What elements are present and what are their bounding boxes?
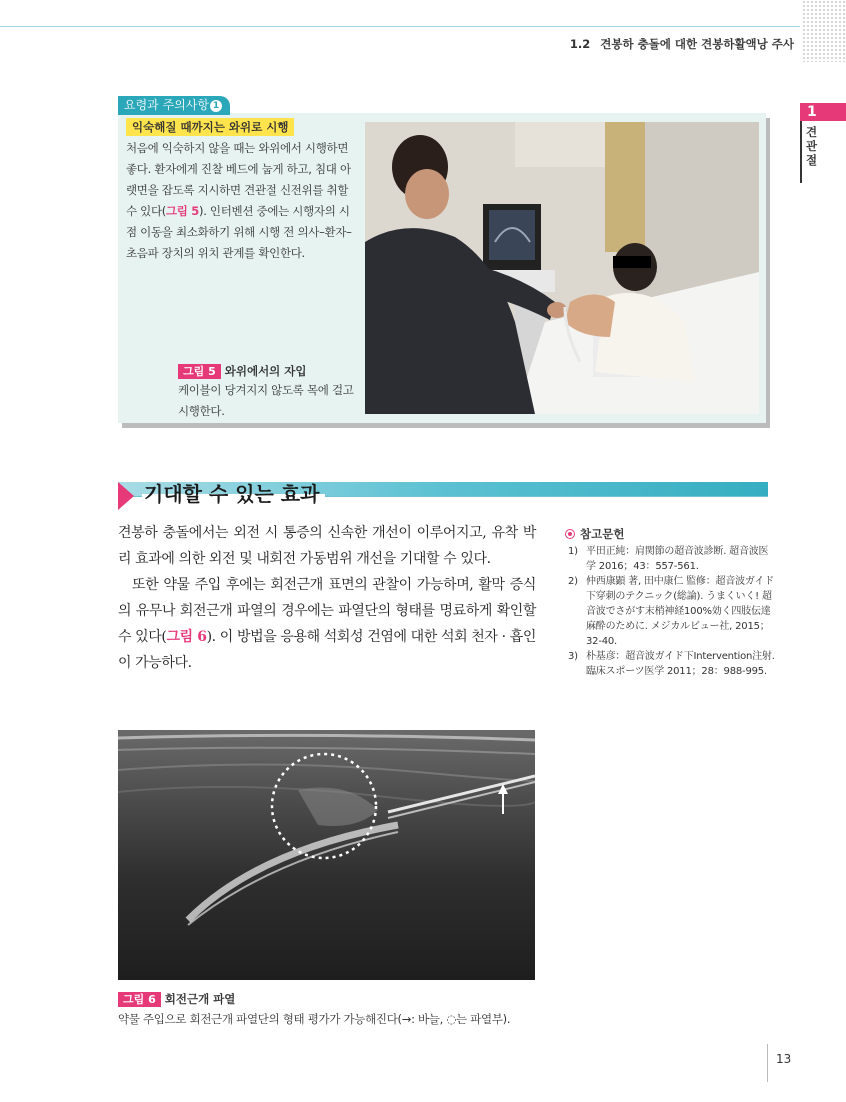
section-title-text: 기대할 수 있는 효과 (142, 480, 325, 508)
chapter-tab-line (800, 121, 802, 183)
running-head (570, 36, 794, 52)
figure5-photo (365, 122, 759, 414)
references-heading-text: 참고문헌 (580, 527, 625, 541)
reference-number: 2) (568, 576, 578, 587)
tip-box-tab (118, 96, 230, 115)
figure6-description: 약물 주입으로 회전근개 파열단의 형태 평가가 가능해진다(→: 바늘, ◌는 파열부). (118, 1012, 511, 1026)
figure6-title: 회전근개 파열 (164, 992, 236, 1006)
reference-item (565, 574, 775, 649)
target-icon (565, 529, 575, 539)
page-number: 13 (776, 1052, 792, 1066)
section-arrow-icon (118, 482, 134, 510)
figure5-title: 와위에서의 자입 (224, 364, 307, 378)
body-p2-part2: ). 이 방법을 응용해 석회성 건염에 대한 석회 천자 · 흡인이 가능하다. (118, 629, 536, 671)
figure5-caption (178, 360, 364, 422)
tip-tab-number: 1 (210, 100, 222, 112)
reference-number: 1) (568, 546, 578, 557)
section-number: 1.2 (569, 37, 591, 51)
references-list (565, 544, 775, 679)
body-text (118, 520, 536, 676)
body-figure-ref: 그림 6 (166, 629, 207, 645)
page-number-rule (767, 1044, 768, 1082)
tip-text-part1: 처음에 익숙하지 않을 때는 와위에서 시행하면 좋다. 환자에게 진찰 베드에 눕게 하고, 침대 아랫면을 잡도록 지시하면 견관절 신전위를 취할 수 있다( (126, 141, 351, 218)
header-dot-pattern (802, 0, 846, 62)
references-heading (565, 526, 775, 542)
references (565, 526, 775, 679)
header-rule (0, 26, 800, 27)
chapter-number: 1 (807, 104, 817, 120)
tip-text (126, 138, 356, 264)
reference-item (565, 649, 775, 679)
reference-number: 3) (568, 651, 578, 662)
tip-text-part2: ). 인터벤션 중에는 시행자의 시점 이동을 최소화하기 위해 시행 전 의사–환자–초음파 장치의 위치 관계를 확인한다. (126, 204, 352, 260)
reference-text: 平田正純：肩関節の超音波診断. 超音波医学 2016；43：557-561. (586, 546, 769, 572)
figure6-caption (118, 988, 618, 1027)
figure5-label: 그림 5 (178, 364, 221, 379)
tip-tab-label: 요령과 주의사항 (124, 98, 209, 112)
figure6-label: 그림 6 (118, 992, 161, 1007)
figure6-ultrasound-image (118, 730, 535, 980)
body-paragraph-1: 견봉하 충돌에서는 외전 시 통증의 신속한 개선이 이루어지고, 유착 박리 효과에 의한 외전 및 내회전 가동범위 개선을 기대할 수 있다. (118, 525, 536, 567)
chapter-side-tab (800, 103, 846, 183)
tip-figure-ref: 그림 5 (165, 204, 200, 218)
chapter-label: 견관절 (806, 125, 818, 167)
figure5-description: 케이블이 당겨지지 않도록 목에 걸고 시행한다. (178, 383, 354, 418)
reference-text: 仲西康顕 著, 田中康仁 監修：超音波ガイド下穿刺のテクニック(総論). うまくいく! 超音波でさがす末梢神経100%効く四肢伝達麻酔のために. メジカルビュー社, 2015；32-40. (586, 576, 775, 647)
reference-text: 朴基彦：超音波ガイド下Intervention注射. 臨床スポーツ医学 2011；28：988-995. (586, 651, 775, 677)
tip-heading: 익숙해질 때까지는 와위로 시행 (126, 118, 294, 136)
body-p2-part1: 또한 약물 주입 후에는 회전근개 표면의 관찰이 가능하며, 활막 증식의 유무나 회전근개 파열의 경우에는 파열단의 형태를 명료하게 확인할 수 있다( (118, 577, 536, 645)
section-title: 견봉하 충돌에 대한 견봉하활액낭 주사 (600, 37, 794, 51)
reference-item (565, 544, 775, 574)
body-paragraph-2 (118, 572, 536, 676)
section-heading (118, 482, 768, 510)
